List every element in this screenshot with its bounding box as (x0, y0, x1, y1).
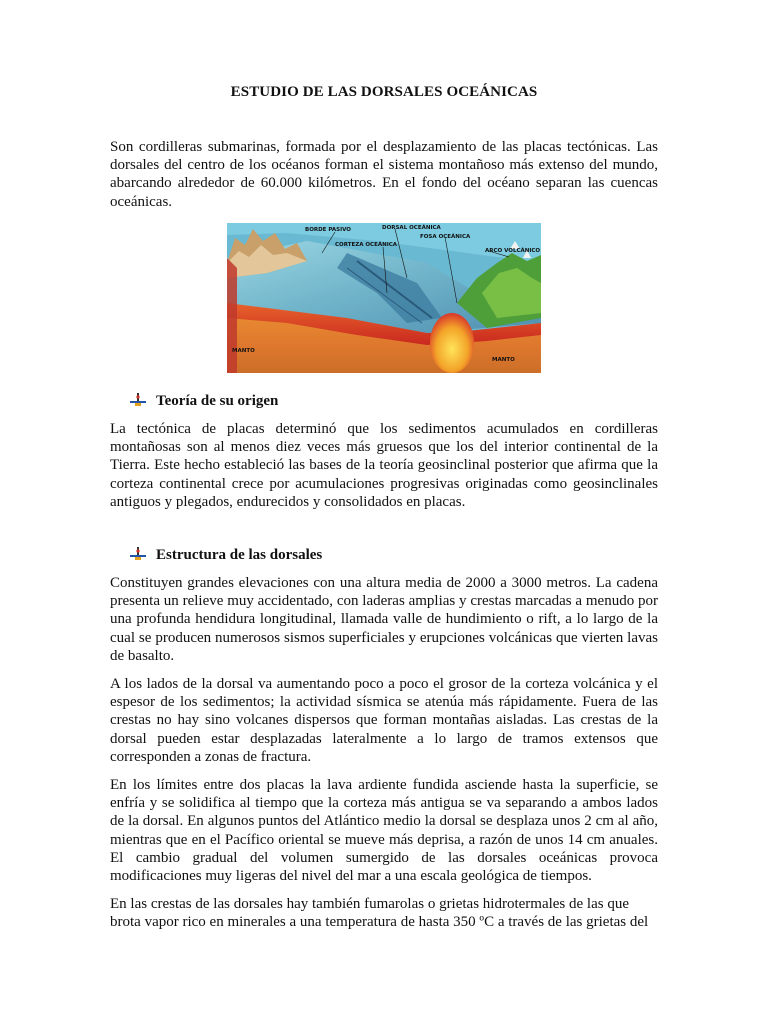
label-borde-pasivo: BORDE PASIVO (305, 227, 351, 233)
section-heading-estructura-text: Estructura de las dorsales (156, 547, 323, 563)
label-corteza-oceanica: CORTEZA OCEÁNICA (335, 242, 398, 248)
section-heading-origen-text: Teoría de su origen (156, 393, 279, 409)
pin-bullet-icon (130, 547, 146, 561)
intro-paragraph: Son cordilleras submarinas, formada por el desplazamiento de las placas tectónicas. Las dorsales del centro de los océanos forman el sistema montañoso más extenso del mundo, abarcando alrededor de 60.000 kilómetros. En el fondo del océano separan las cuencas oceánicas. (110, 139, 658, 210)
ridge-illustration (227, 223, 541, 373)
paragraph-origen: La tectónica de placas determinó que los sedimentos acumulados en cordilleras montañosas son al menos diez veces más gruesos que los del interior continental de la Tierra. Este hecho estableció las bases de la teoría geosinclinal posterior que afirma que la corteza continental crece por acumulaciones progresivas originadas como geosinclinales antiguos y plegados, endurecidos y consolidados en placas. (110, 421, 658, 510)
document-title: ESTUDIO DE LAS DORSALES OCEÁNICAS (230, 84, 538, 100)
label-arco-volcanico: ARCO VOLCÁNICO (485, 248, 541, 254)
ocean-ridge-diagram (227, 223, 541, 373)
paragraph-estructura-1: Constituyen grandes elevaciones con una altura media de 2000 a 3000 metros. La cadena presenta un relieve muy accidentado, con laderas amplias y crestas marcadas a menudo por una profunda hendidura longitudinal, llamada valle de hundimiento o rift, a lo largo de la cual se producen numerosos sismos superficiales y erupciones volcánicas que vierten lavas de basalto. (110, 575, 658, 664)
label-fosa-oceanica: FOSA OCEÁNICA (420, 234, 471, 240)
label-dorsal-oceanica: DORSAL OCEÁNICA (382, 225, 441, 231)
label-manto-right: MANTO (492, 357, 515, 363)
paragraph-estructura-3: En los límites entre dos placas la lava ardiente fundida asciende hasta la superficie, se enfría y se solidifica al tiempo que la corteza más antigua se va separando a ambos lados de la dorsal. En algunos puntos del Atlántico medio la dorsal se desplaza unos 2 cm al año, mientras que en el Pacífico oriental se mueve más deprisa, a razón de unos 14 cm anuales. El cambio gradual del volumen sumergido de las dorsales oceánicas provoca modificaciones muy ligeras del nivel del mar a una escala geológica de tiempos. (110, 777, 658, 885)
section-heading-origen (130, 392, 278, 410)
paragraph-estructura-4: En las crestas de las dorsales hay también fumarolas o grietas hidrotermales de las que brota vapor rico en minerales a una temperatura de hasta 350 ºC a través de las grietas del (110, 896, 649, 931)
paragraph-estructura-2: A los lados de la dorsal va aumentando poco a poco el grosor de la corteza volcánica y el espesor de los sedimentos; la actividad sísmica se atenúa más rápidamente. Fuera de las crestas no hay sino volcanes dispersos que forman montañas aisladas. Las crestas de la dorsal pueden estar desplazadas lateralmente a lo largo de tramos extensos que corresponden a zonas de fractura. (110, 676, 658, 765)
section-heading-estructura (130, 546, 322, 564)
label-manto-left: MANTO (232, 348, 255, 354)
pin-bullet-icon (130, 393, 146, 407)
